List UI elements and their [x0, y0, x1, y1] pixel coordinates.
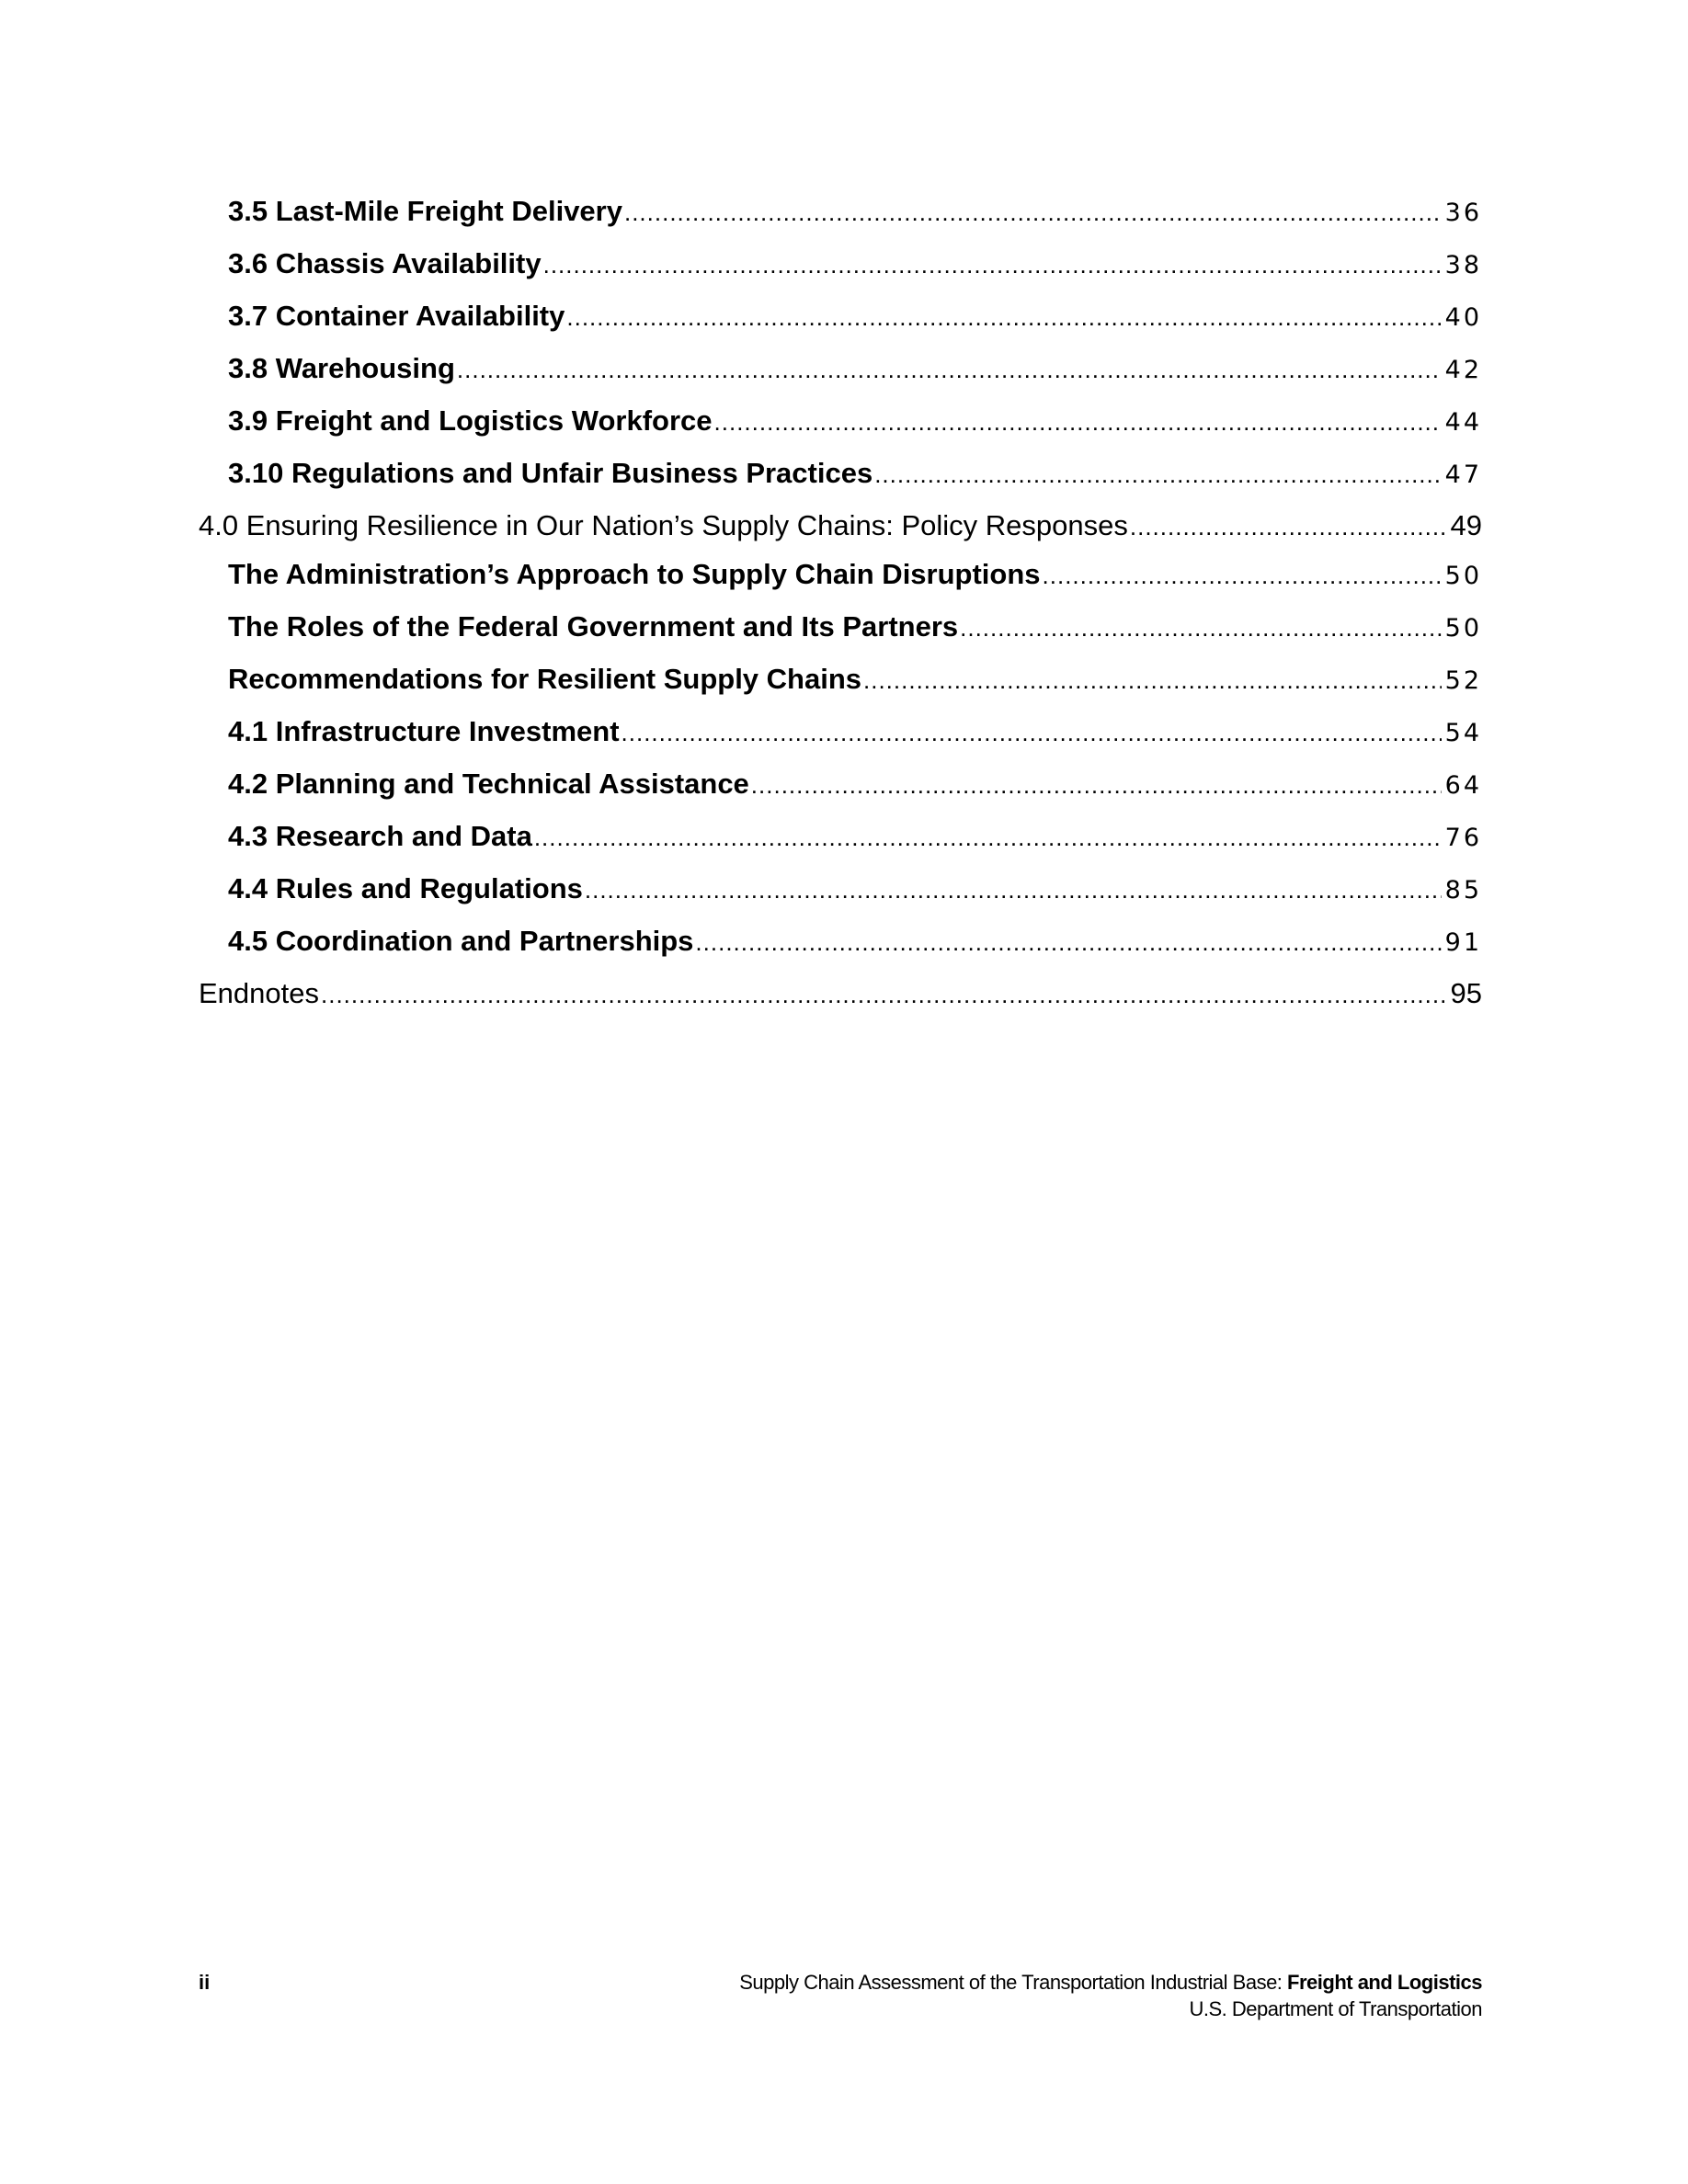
toc-dot-leader: [863, 666, 1442, 695]
toc-entry-page: 38: [1444, 251, 1482, 279]
table-of-contents: [0, 0, 1688, 1048]
toc-entry-3-8[interactable]: [228, 352, 1482, 385]
toc-dot-leader: [585, 876, 1442, 904]
toc-dot-leader: [874, 461, 1441, 489]
footer-department: U.S. Department of Transportation: [1189, 1997, 1482, 2020]
toc-dot-leader: [714, 408, 1442, 437]
toc-dot-leader: [457, 356, 1442, 384]
toc-entry-4-3[interactable]: [228, 820, 1482, 853]
toc-dot-leader: [624, 199, 1442, 227]
toc-dot-leader: [751, 771, 1442, 800]
toc-entry-title: Endnotes: [199, 977, 319, 1009]
footer-document-title: [739, 1969, 1482, 1996]
toc-entry-3-9[interactable]: [228, 404, 1482, 438]
toc-entry-title: The Roles of the Federal Government and Its Partners: [228, 610, 959, 643]
toc-dot-leader: [543, 251, 1442, 279]
toc-entry-page: 42: [1444, 356, 1482, 384]
toc-dot-leader: [695, 928, 1441, 957]
toc-entry-4-0[interactable]: [199, 509, 1482, 542]
toc-entry-page: 40: [1444, 303, 1482, 332]
toc-entry-title: 3.7 Container Availability: [228, 300, 565, 332]
toc-entry-title: 4.2 Planning and Technical Assistance: [228, 768, 749, 800]
toc-entry-title: 4.5 Coordination and Partnerships: [228, 925, 694, 957]
toc-entry-3-7[interactable]: [228, 300, 1482, 333]
toc-entry-endnotes[interactable]: [199, 977, 1482, 1010]
toc-entry-title: 4.3 Research and Data: [228, 820, 532, 852]
toc-entry-page: 50: [1444, 614, 1482, 643]
toc-entry-title: 3.8 Warehousing: [228, 352, 455, 384]
toc-entry-page: 76: [1444, 824, 1482, 852]
toc-entry-page: 36: [1444, 199, 1482, 227]
page-footer: [199, 1967, 1482, 2031]
toc-entry-title: 3.10 Regulations and Unfair Business Practices: [228, 457, 873, 489]
toc-dot-leader: [1130, 513, 1447, 541]
toc-entry-title: 3.5 Last-Mile Freight Delivery: [228, 195, 622, 227]
toc-entry-page: 91: [1444, 928, 1482, 957]
toc-entry-title: 3.9 Freight and Logistics Workforce: [228, 404, 713, 437]
toc-entry-4-5[interactable]: [228, 925, 1482, 958]
toc-entry-title: 4.1 Infrastructure Investment: [228, 715, 620, 747]
toc-entry-3-5[interactable]: [228, 195, 1482, 228]
toc-entry-page: 64: [1444, 771, 1482, 800]
toc-entry-page: 85: [1444, 876, 1482, 904]
toc-entry-title: 4.4 Rules and Regulations: [228, 872, 583, 904]
toc-dot-leader: [622, 719, 1442, 747]
footer-title-bold: Freight and Logistics: [1287, 1971, 1482, 1994]
toc-entry-recommendations[interactable]: [228, 663, 1482, 696]
toc-entry-page: 44: [1444, 408, 1482, 437]
toc-dot-leader: [960, 614, 1442, 643]
toc-entry-4-4[interactable]: [228, 872, 1482, 905]
toc-entry-4-2[interactable]: [228, 768, 1482, 801]
toc-entry-3-6[interactable]: [228, 247, 1482, 280]
toc-entry-administration-approach[interactable]: [228, 558, 1482, 591]
toc-entry-page: 50: [1444, 562, 1482, 590]
toc-entry-title: 3.6 Chassis Availability: [228, 247, 542, 279]
toc-entry-page: 54: [1444, 719, 1482, 747]
footer-title-prefix: Supply Chain Assessment of the Transportation Industrial Base:: [739, 1971, 1288, 1994]
toc-entry-page: 47: [1444, 461, 1482, 489]
toc-dot-leader: [534, 824, 1442, 852]
footer-document-info: [739, 1969, 1482, 2022]
toc-entry-page: 49: [1450, 509, 1482, 541]
toc-entry-title: 4.0 Ensuring Resilience in Our Nation’s Supply Chains: Policy Responses: [199, 509, 1128, 541]
toc-entry-4-1[interactable]: [228, 715, 1482, 748]
toc-dot-leader: [321, 981, 1447, 1009]
toc-entry-3-10[interactable]: [228, 457, 1482, 490]
toc-dot-leader: [1043, 562, 1442, 590]
toc-entry-roles-federal-government[interactable]: [228, 610, 1482, 643]
toc-entry-title: The Administration’s Approach to Supply Chain Disruptions: [228, 558, 1041, 590]
toc-dot-leader: [566, 303, 1441, 332]
toc-entry-title: Recommendations for Resilient Supply Chains: [228, 663, 862, 695]
toc-entry-page: 52: [1444, 666, 1482, 695]
toc-entry-page: 95: [1450, 977, 1482, 1009]
footer-page-number: ii: [199, 1971, 211, 1994]
